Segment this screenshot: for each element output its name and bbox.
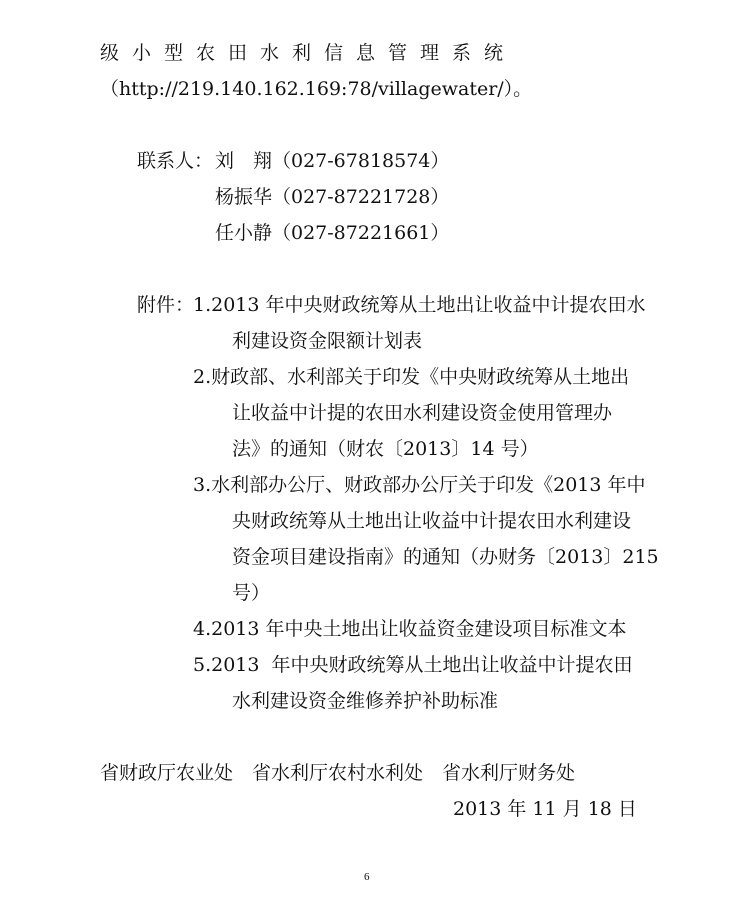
contact-person-3: 任小静（027-87221661） [215,222,450,244]
attachment-2-line-2: 让收益中计提的农田水利建设资金使用管理办 [232,402,613,424]
contacts-label: 联系人： [137,150,214,172]
page-number: 6 [364,871,370,883]
attachment-5-line-2: 水利建设资金维修养护补助标准 [232,690,499,712]
attachment-3-line-1: 3.水利部办公厅、财政部办公厅关于印发《2013 年中 [193,474,646,496]
contact-person-2: 杨振华（027-87221728） [215,186,450,208]
attachment-3-line-4: 号） [232,582,271,604]
contact-person-1: 刘 翔（027-67818574） [215,150,450,172]
attachment-3-line-2: 央财政统筹从土地出让收益中计提农田水利建设 [232,510,632,532]
attachment-3-line-3: 资金项目建设指南》的通知（办财务〔2013〕215 [232,546,659,568]
attachments-label: 附件： [137,294,195,316]
attachment-1-line-2: 利建设资金限额计划表 [232,330,423,352]
attachment-5-line-1: 5.2013 年中央财政统筹从土地出让收益中计提农田 [193,654,633,676]
signature-departments: 省财政厅农业处 省水利厅农村水利处 省水利厅财务处 [100,762,576,784]
intro-line-2: （http://219.140.162.169:78/villagewater/）。 [100,78,533,100]
attachment-4-line-1: 4.2013 年中央土地出让收益资金建设项目标准文本 [193,618,627,640]
signature-date: 2013 年 11 月 18 日 [453,798,637,820]
attachment-1-line-1: 1.2013 年中央财政统筹从土地出让收益中计提农田水 [193,294,646,316]
intro-line-1: 级小型农田水利信息管理系统 [100,42,517,64]
attachment-2-line-1: 2.财政部、水利部关于印发《中央财政统筹从土地出 [193,366,630,388]
attachment-2-line-3: 法》的通知（财农〔2013〕14 号） [232,438,539,460]
